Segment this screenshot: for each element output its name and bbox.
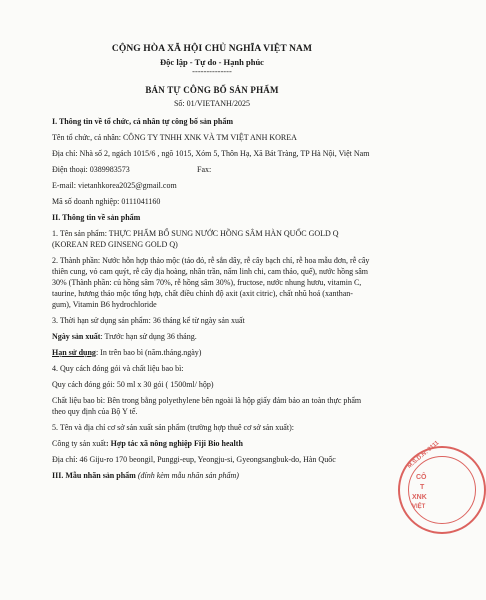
manufacturer-address: Địa chỉ: 46 Giju-ro 170 beongil, Punggi-eup, Yeongju-si, Gyeongsangbuk-do, Hàn Quốc <box>52 455 336 464</box>
manufacture-date-row <box>52 331 370 342</box>
document-title: BẢN TỰ CÔNG BỐ SẢN PHẨM <box>145 85 279 95</box>
section-2-heading: II. Thông tin về sản phẩm <box>52 213 141 222</box>
document-body <box>52 116 370 481</box>
org-fax: Fax: <box>197 165 212 174</box>
expiry-label: Hạn sử dụng <box>52 348 96 357</box>
product-shelf-life: 3. Thời hạn sử dụng sản phẩm: 36 tháng kể từ ngày sản xuất <box>52 316 245 325</box>
manufacturer-label: Công ty sản xuất <box>52 439 106 448</box>
org-phone: Điện thoại: 0389983573 <box>52 165 130 174</box>
phone-fax-row <box>52 164 370 175</box>
expiry-value: : In trên bao bì (năm.tháng.ngày) <box>95 348 202 357</box>
org-name: Tên tổ chức, cá nhân: CÔNG TY TNHH XNK VÀ TM VIỆT ANH KOREA <box>52 133 297 142</box>
seal-text-3: XNK <box>412 494 427 501</box>
expiry-row <box>52 347 370 358</box>
seal-text-4: VIỆT <box>412 504 426 510</box>
product-ingredients: 2. Thành phần: Nước hỗn hợp thảo mộc (táo đỏ, rễ sắn dây, rễ cây bạch chỉ, rễ hoa mẫu đơn, rễ cây thiên cung, vỏ cam quýt, rễ cây địa hoàng, nhân trần, nấm linh chi, cam thảo, quế), nước hồng sâm 30% (Thành phần: củ hồng sâm 70%, rễ hồng sâm 30%), fructose, nước nhung hươu, vitamin C, taurine, hương thảo mộc tổng hợp, chất điều chỉnh độ axit (axit citric), chất nhũ hoá (xanthan-gum), Vitamin B6 hydrochloride <box>52 256 370 309</box>
manufacturer-name: : Hợp tác xã nông nghiệp Fiji Bio health <box>106 439 243 448</box>
manufacture-date-value: : Trước hạn sử dụng 36 tháng. <box>100 332 197 341</box>
manufacturer-row <box>52 438 370 449</box>
section-3-note: (đính kèm mẫu nhãn sản phẩm) <box>137 471 239 480</box>
company-seal-inner-ring <box>408 456 476 524</box>
seal-text-1: CÔ <box>416 474 427 481</box>
org-email: E-mail: vietanhkorea2025@gmail.com <box>52 181 177 190</box>
seal-text-2: T <box>420 484 425 491</box>
document-number: Số: 01/VIETANH/2025 <box>173 99 251 108</box>
section-3-row <box>52 470 370 481</box>
packaging-spec: Quy cách đóng gói: 50 ml x 30 gói ( 1500ml/ hộp) <box>52 380 214 389</box>
product-name: 1. Tên sản phẩm: THỰC PHẨM BỔ SUNG NƯỚC HỒNG SÂM HÀN QUỐC GOLD Q (KOREAN RED GINSENG GOLD Q) <box>52 229 339 249</box>
section-1-heading: I. Thông tin về tổ chức, cá nhân tự công bố sản phẩm <box>52 117 234 126</box>
header-divider: -------------- <box>192 66 232 76</box>
org-tax-code: Mã số doanh nghiệp: 0111041160 <box>52 197 161 206</box>
section-3-heading: III. Mẫu nhãn sản phẩm <box>52 471 136 480</box>
org-address: Địa chỉ: Nhà số 2, ngách 1015/6 , ngõ 1015, Xóm 5, Thôn Hạ, Xã Bát Tràng, TP Hà Nội, Việt Nam <box>52 149 370 158</box>
motto: Độc lập - Tự do - Hạnh phúc <box>160 57 264 67</box>
manufacture-date-label: Ngày sản xuất <box>52 332 101 341</box>
packaging-heading: 4. Quy cách đóng gói và chất liệu bao bì: <box>52 364 184 373</box>
packaging-material: Chất liệu bao bì: Bên trong bằng polyethylene bên ngoài là hộp giấy đảm bảo an toàn thực phẩm theo quy định của Bộ Y tế. <box>52 396 362 416</box>
seal-ring-text: M.S.D.N: 0111 <box>406 440 441 470</box>
country-header: CỘNG HÒA XÃ HỘI CHỦ NGHĨA VIỆT NAM <box>111 44 313 54</box>
manufacturer-heading: 5. Tên và địa chỉ cơ sở sản xuất sản phẩm (trường hợp thuê cơ sở sản xuất): <box>52 423 294 432</box>
company-seal <box>398 440 486 534</box>
